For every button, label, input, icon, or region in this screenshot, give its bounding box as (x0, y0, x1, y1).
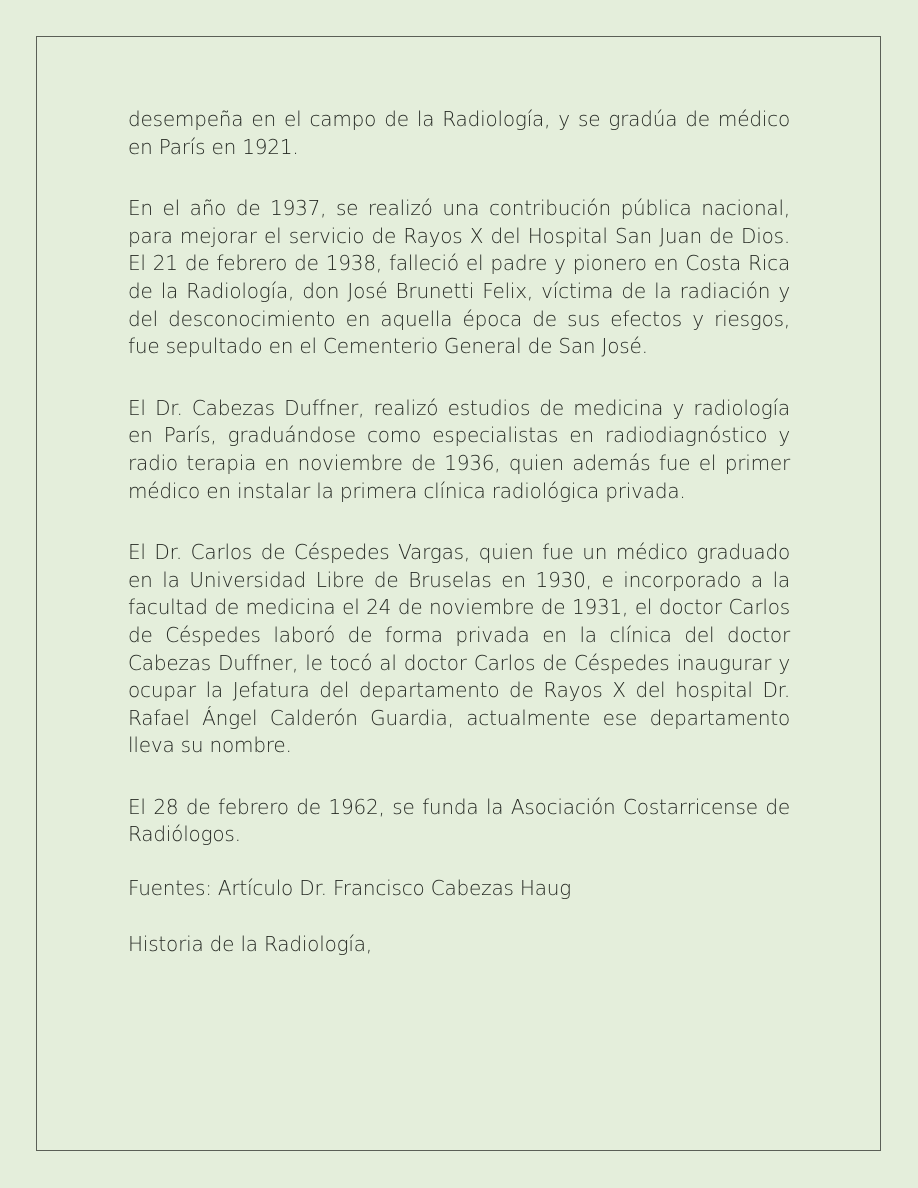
paragraph-cabezas-duffner: El Dr. Cabezas Duffner, realizó estudios de medicina y radiología en París, graduándose como especialistas en radiodiagnóstico y radio terapia en noviembre de 1936, quien además fue el primer médico en instalar la primera clínica radiológica privada. (128, 395, 790, 503)
paragraph-1962-association: El 28 de febrero de 1962, se funda la Asociación Costarricense de Radiólogos. (128, 794, 790, 847)
paragraph-1937-contribution: En el año de 1937, se realizó una contribución pública nacional, para mejorar el servicio de Rayos X del Hospital San Juan de Dios. El 21 de febrero de 1938, falleció el padre y pionero en Costa Rica de la Radiología, don José Brunetti Felix, víctima de la radiación y del desconocimiento en aquella época de sus efectos y riesgos, fue sepultado en el Cementerio General de San José. (128, 196, 790, 359)
document-body (128, 106, 790, 958)
sources-line: Fuentes: Artículo Dr. Francisco Cabezas Haug (128, 876, 572, 901)
paragraph-radiology-paris: desempeña en el campo de la Radiología, y se gradúa de médico en París en 1921. (128, 107, 790, 159)
paragraph-cespedes-vargas: El Dr. Carlos de Céspedes Vargas, quien fue un médico graduado en la Universidad Libre de Bruselas en 1930, e incorporado a la facultad de medicina el 24 de noviembre de 1931, el doctor Carlos de Céspedes laboró de forma privada en la clínica del doctor Cabezas Duffner, le tocó al doctor Carlos de Céspedes inaugurar y ocupar la Jefatura del departamento de Rayos X del hospital Dr. Rafael Ángel Calderón Guardia, actualmente ese departamento lleva su nombre. (128, 540, 790, 758)
history-line: Historia de la Radiología, (128, 931, 372, 956)
